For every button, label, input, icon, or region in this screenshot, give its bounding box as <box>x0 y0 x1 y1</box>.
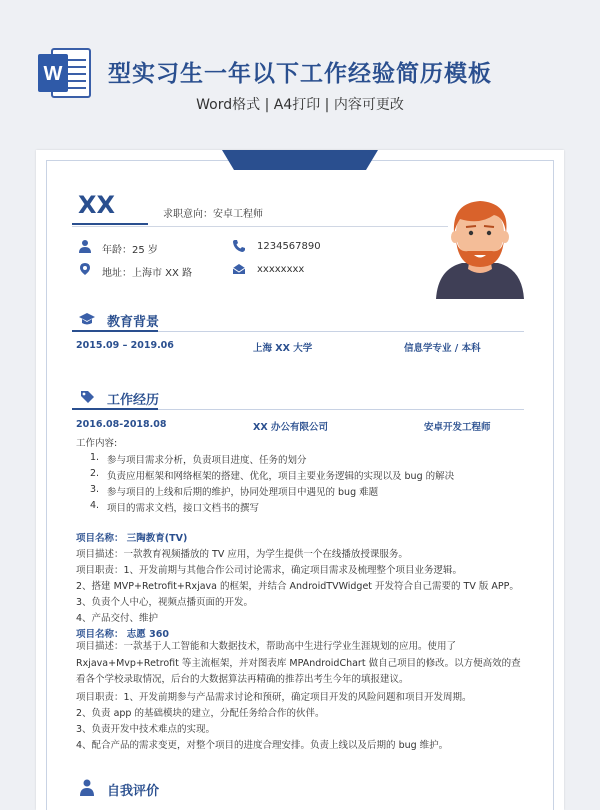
self-evaluation-title: 自我评价 <box>107 784 160 799</box>
work-item: 项目的需求文档，接口文档书的撰写 <box>107 503 260 514</box>
work-item-number: 1. <box>90 452 100 463</box>
briefcase-icon <box>78 388 96 406</box>
education-school: 上海 XX 大学 <box>253 343 313 354</box>
education-period: 2015.09 – 2019.06 <box>76 340 174 351</box>
education-title: 教育背景 <box>107 315 160 330</box>
work-period: 2016.08-2018.08 <box>76 419 167 430</box>
email-icon <box>232 262 246 276</box>
education-accent-bar <box>72 330 158 332</box>
work-item-number: 3. <box>90 484 100 495</box>
project-line: 2、搭建 MVP+Retrofit+Rxjava 的框架，并结合 AndroidTVWidget 开发符合自己需要的 TV 版 APP。 <box>76 581 519 592</box>
work-accent-bar <box>72 408 158 410</box>
project-name: 项目名称： 三陶教育(TV) <box>76 533 188 544</box>
avatar <box>432 195 528 299</box>
project-name: 项目名称： 志愿 360 <box>76 629 169 640</box>
work-company: XX 办公有限公司 <box>253 422 328 433</box>
candidate-name: XX <box>78 191 116 219</box>
banner-subtitle: Word格式 | A4打印 | 内容可更改 <box>196 97 404 113</box>
work-content-label: 工作内容: <box>76 438 118 449</box>
phone-icon <box>232 239 246 253</box>
phone-text: 1234567890 <box>257 241 321 252</box>
work-item: 负责应用框架和网络框架的搭建、优化，项目主要业务逻辑的实现以及 bug 的解决 <box>107 471 455 482</box>
banner <box>0 0 600 150</box>
person-icon <box>78 778 96 796</box>
project-line: 4、配合产品的需求变更，对整个项目的进度合理安排。负责上线以及后期的 bug 维护。 <box>76 740 449 751</box>
name-underline <box>72 223 148 225</box>
project-line: 4、产品交付、维护 <box>76 613 159 624</box>
work-item: 参与项目的上线和后期的维护，协同处理项目中遇见的 bug 难题 <box>107 487 379 498</box>
project-line: 项目职责：1、开发前期参与产品需求讨论和预研，确定项目开发的风险问题和项目开发周期。 <box>76 692 472 703</box>
work-item-number: 2. <box>90 468 100 479</box>
project-line: 项目描述：一款教育视频播放的 TV 应用，为学生提供一个在线播放授课服务。 <box>76 549 408 560</box>
project-line: 3、负责开发中技术难点的实现。 <box>76 724 216 735</box>
address-text: 地址：上海市 XX 路 <box>102 268 193 279</box>
work-item: 参与项目需求分析，负责项目进度、任务的划分 <box>107 455 307 466</box>
header-divider <box>72 226 448 227</box>
location-icon <box>78 262 92 276</box>
email-text: xxxxxxxx <box>257 264 305 275</box>
work-title: 工作经历 <box>107 393 160 408</box>
project-line: 3、负责个人中心，视频点播页面的开发。 <box>76 597 254 608</box>
education-major: 信息学专业 / 本科 <box>404 343 481 354</box>
person-icon <box>78 239 92 253</box>
page-top-tab <box>222 150 378 170</box>
project-description: 项目描述：一款基于人工智能和大数据技术，帮助高中生进行学业生涯规划的应用。使用了 Rxjava+Mvp+Retrofit 等主流框架，并对图表库 MPAndroidChart 做自己项目的修改。以方便高效的查看各个学校录取情况，后台的大数据算法再精确的推荐出考生今年的填报建议。 <box>76 641 521 685</box>
work-item-number: 4. <box>90 500 100 511</box>
work-position: 安卓开发工程师 <box>424 422 491 433</box>
age-text: 年龄：25 岁 <box>102 245 158 256</box>
svg-text:W: W <box>43 63 63 85</box>
project-line: 2、负责 app 的基础模块的建立，分配任务给合作的伙伴。 <box>76 708 325 719</box>
job-intention: 求职意向：安卓工程师 <box>163 209 263 220</box>
banner-title: 型实习生一年以下工作经验简历模板 <box>108 61 492 87</box>
project-line: 项目职责：1、开发前期与其他合作公司讨论需求，确定项目需求及梳理整个项目业务逻辑。 <box>76 565 463 576</box>
graduation-cap-icon <box>78 310 96 328</box>
